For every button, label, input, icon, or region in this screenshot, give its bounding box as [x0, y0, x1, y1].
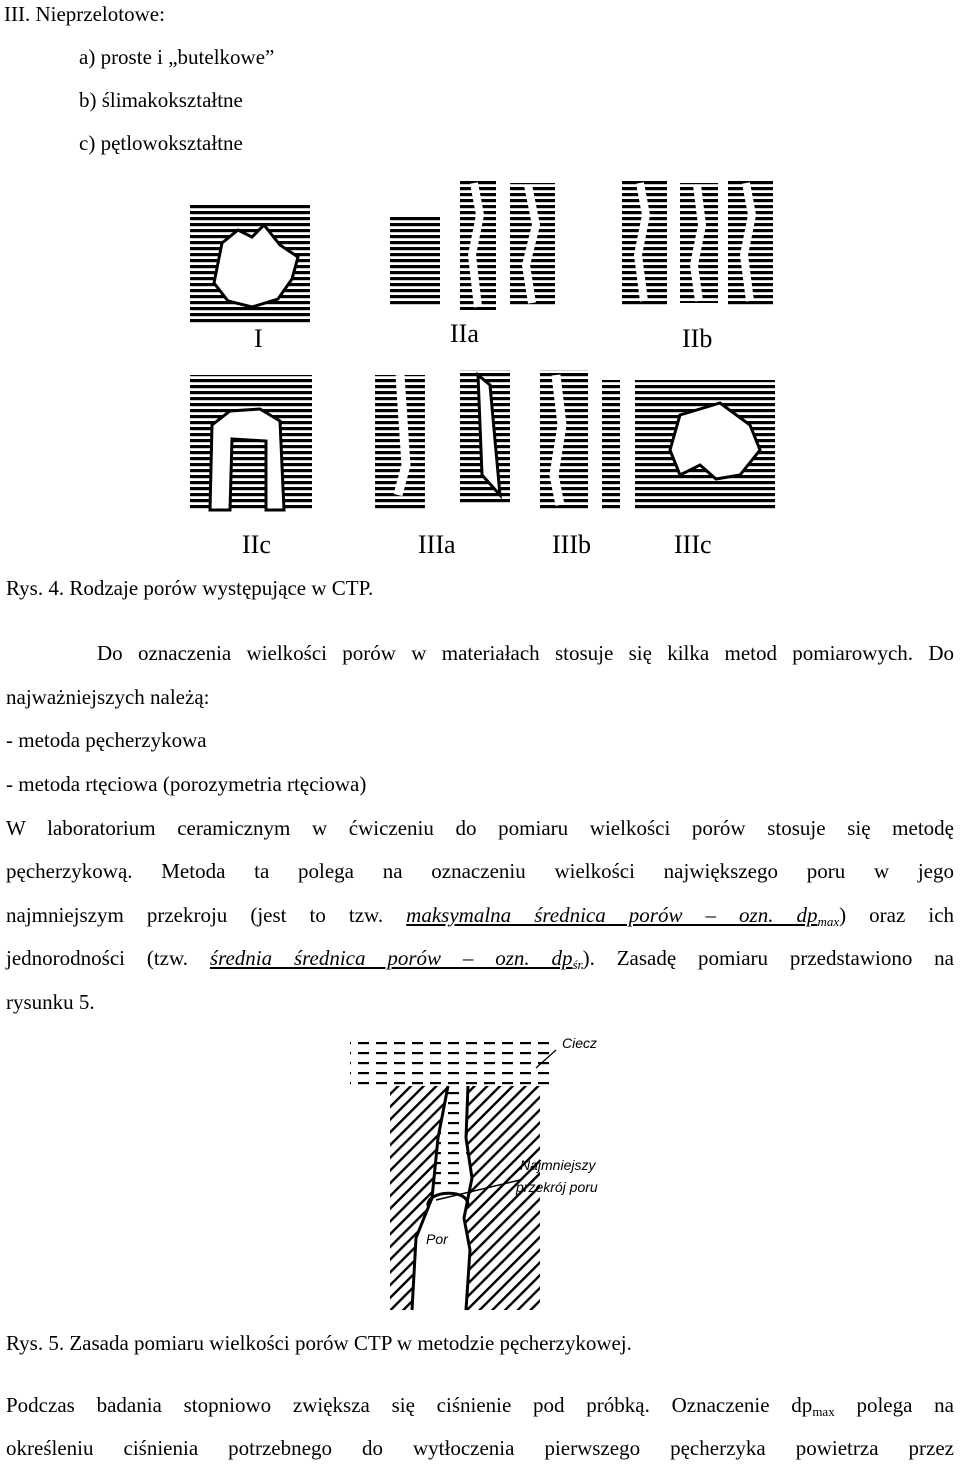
- figure5-caption: Rys. 5. Zasada pomiaru wielkości porów CTP w metodzie pęcherzykowej.: [6, 1331, 632, 1355]
- p3-b: ) oraz ich: [839, 903, 955, 927]
- paragraph-line-4: [6, 946, 954, 970]
- label-pore: Por: [426, 1231, 448, 1247]
- solid-left: [390, 1086, 448, 1310]
- p4-term: średnia średnica porów – ozn. dp: [209, 946, 573, 970]
- figure4-caption: Rys. 4. Rodzaje porów występujące w CTP.: [6, 576, 374, 600]
- p4-a: jednorodności (tzw.: [6, 946, 189, 970]
- intro-line-1-text: Do oznaczenia wielkości porów w materiałach stosuje się kilka metod pomiarowych. Do: [97, 641, 954, 665]
- intro-line-2: najważniejszych należą:: [6, 685, 210, 709]
- paragraph-line-1: W laboratorium ceramicznym w ćwiczeniu do pomiaru wielkości porów stosuje się metodę: [6, 816, 954, 840]
- method-2: - metoda rtęciowa (porozymetria rtęciowa): [6, 772, 367, 796]
- list-item-b: b) ślimakokształtne: [79, 88, 243, 112]
- fig4-label-IIb: IIb: [682, 324, 713, 353]
- fig4-label-I: I: [254, 324, 263, 353]
- pore-IIIb: [540, 370, 620, 510]
- label-liquid: Ciecz: [562, 1035, 598, 1051]
- p3-sub: max: [817, 914, 840, 929]
- list-item-a: a) proste i „butelkowe”: [79, 45, 275, 69]
- paragraph-line-5: rysunku 5.: [6, 990, 95, 1014]
- pore-I: [190, 203, 310, 325]
- label-section-2: przekrój poru: [516, 1179, 598, 1195]
- intro-line-1: [6, 641, 954, 665]
- solid-right: [464, 1086, 540, 1310]
- paragraph-line-3: [6, 903, 954, 927]
- closing-line-2: określeniu ciśnienia potrzebnego do wytłoczenia pierwszego pęcherzyka powietrza przez: [6, 1436, 954, 1460]
- section-heading: III. Nieprzelotowe:: [4, 2, 165, 26]
- c1-b: polega na: [834, 1393, 955, 1417]
- fig4-label-IIIa: IIIa: [418, 530, 456, 559]
- pore-IIIa: [375, 370, 510, 510]
- pore-IIIc: [635, 380, 775, 510]
- pore-types-figure: [160, 175, 805, 560]
- fig4-label-IIIc: IIIc: [674, 530, 712, 559]
- pore-IIc: [190, 375, 312, 510]
- fig4-label-IIc: IIc: [242, 530, 271, 559]
- label-section-1: Najmniejszy: [520, 1157, 596, 1173]
- liquid-layer: [350, 1036, 550, 1086]
- paragraph-line-2: pęcherzykową. Metoda ta polega na oznaczeniu wielkości największego poru w jego: [6, 859, 954, 883]
- p4-b: ). Zasadę pomiaru przedstawiono na: [582, 946, 954, 970]
- fig4-label-IIa: IIa: [450, 319, 479, 348]
- bubble-method-figure: [340, 1028, 630, 1313]
- fig4-label-IIIb: IIIb: [552, 530, 591, 559]
- p3-a: najmniejszym przekroju (jest to tzw.: [6, 903, 384, 927]
- c1-sub: max: [812, 1404, 835, 1419]
- p3-term: maksymalna średnica porów – ozn. dp: [406, 903, 818, 927]
- closing-line-1: [6, 1393, 954, 1417]
- c1-a: Podczas badania stopniowo zwiększa się ciśnienie pod próbką. Oznaczenie dp: [6, 1393, 813, 1417]
- p4-sub: śr: [572, 957, 583, 972]
- pore-IIa: [390, 180, 555, 310]
- term-mean-pore-diameter: [210, 946, 583, 970]
- term-max-pore-diameter: [406, 903, 839, 927]
- list-item-c: c) pętlowokształtne: [79, 131, 243, 155]
- pore-IIb: [622, 180, 773, 305]
- method-1: - metoda pęcherzykowa: [6, 728, 207, 752]
